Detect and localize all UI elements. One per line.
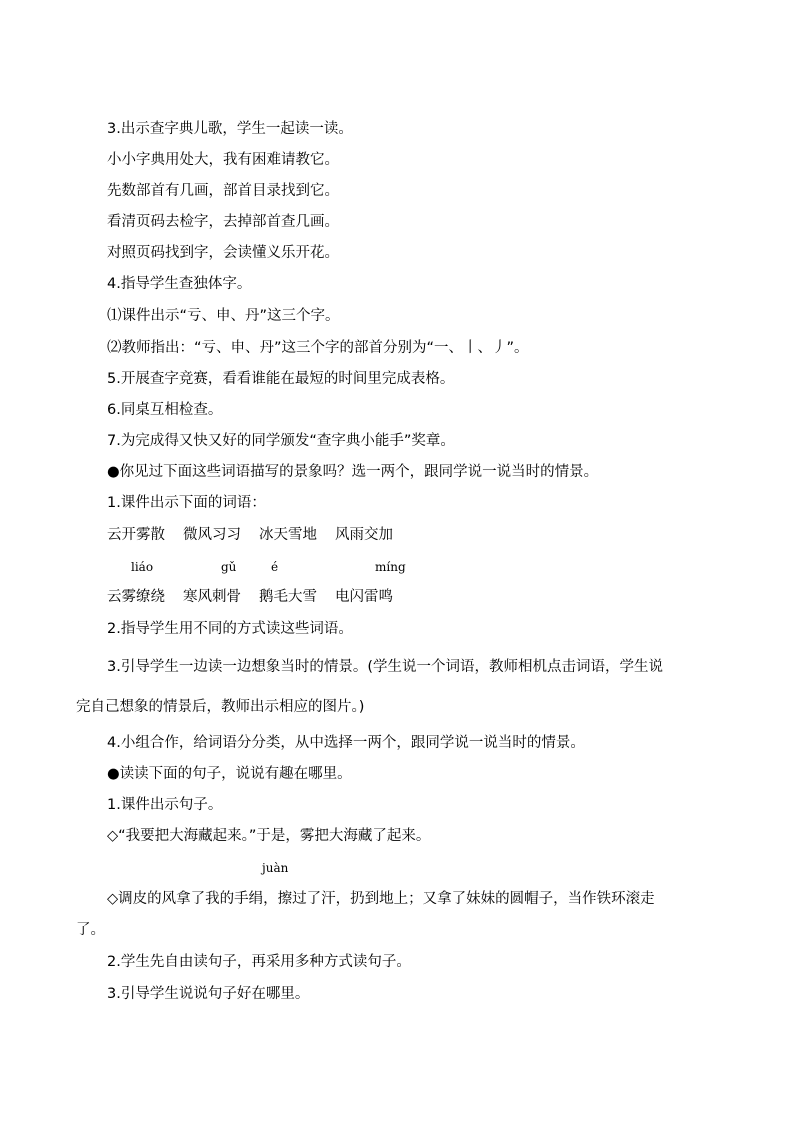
- pinyin-gu: gǔ: [221, 560, 237, 574]
- sentence-2-line-1: ◇调皮的风拿了我的手绢，擦过了汗，扔到地上；又拿了妹妹的圆帽子，当作铁环滚走: [107, 891, 655, 907]
- sentences-step-1: 1.课件出示句子。: [107, 797, 223, 813]
- sentences-step-3: 3.引导学生说说句子好在哪里。: [107, 986, 310, 1002]
- words-step-4: 4.小组合作，给词语分分类，从中选择一两个，跟同学说一说当时的情景。: [107, 735, 585, 751]
- section-sentences-heading: ●读读下面的句子，说说有趣在哪里。: [107, 766, 352, 782]
- pinyin-ming: míng: [375, 560, 406, 574]
- pinyin-e: é: [271, 560, 279, 574]
- word-item: 云雾缭绕: [107, 589, 165, 605]
- step-4-sub-2: ⑵教师指出：“亏、申、丹”这三个字的部首分别为“一、丨、丿”。: [107, 340, 529, 356]
- word-item: 寒风刺骨: [183, 589, 241, 605]
- step-5: 5.开展查字竞赛，看看谁能在最短的时间里完成表格。: [107, 371, 455, 387]
- sentences-step-2: 2.学生先自由读句子，再采用多种方式读句子。: [107, 954, 411, 970]
- word-list-row-2: [107, 587, 411, 607]
- pinyin-liao: liáo: [131, 560, 154, 574]
- step-7: 7.为完成得又快又好的同学颁发“查字典小能手”奖章。: [107, 433, 455, 449]
- rhyme-line-4: 对照页码找到字，会读懂义乐开花。: [107, 245, 339, 261]
- step-6: 6.同桌互相检查。: [107, 402, 223, 418]
- word-item: 云开雾散: [107, 527, 165, 543]
- rhyme-line-1: 小小字典用处大，我有困难请教它。: [107, 152, 339, 168]
- words-step-3-line-1: 3.引导学生一边读一边想象当时的情景。(学生说一个词语，教师相机点击词语，学生说: [107, 659, 663, 675]
- step-4-heading: 4.指导学生查独体字。: [107, 276, 252, 292]
- step-4-sub-1: ⑴课件出示“亏、申、丹”这三个字。: [107, 308, 340, 324]
- words-step-2: 2.指导学生用不同的方式读这些词语。: [107, 621, 353, 637]
- word-item: 冰天雪地: [259, 527, 317, 543]
- words-step-1: 1.课件出示下面的词语：: [107, 495, 266, 511]
- section-words-heading: ●你见过下面这些词语描写的景象吗？选一两个，跟同学说一说当时的情景。: [107, 464, 599, 480]
- word-item: 鹅毛大雪: [259, 589, 317, 605]
- sentence-1: ◇“我要把大海藏起来。”于是，雾把大海藏了起来。: [107, 828, 431, 844]
- word-item: 电闪雷鸣: [335, 589, 393, 605]
- step-3-show-rhyme: 3.出示查字典儿歌，学生一起读一读。: [107, 121, 353, 137]
- word-list-row-1: [107, 525, 411, 545]
- pinyin-juan: juàn: [262, 861, 289, 875]
- sentence-2-line-2: 了。: [76, 922, 105, 938]
- rhyme-line-3: 看清页码去检字，去掉部首查几画。: [107, 214, 339, 230]
- words-step-3-line-2: 完自己想象的情景后，教师出示相应的图片。): [76, 699, 365, 715]
- rhyme-line-2: 先数部首有几画，部首目录找到它。: [107, 183, 339, 199]
- word-item: 微风习习: [183, 527, 241, 543]
- word-item: 风雨交加: [335, 527, 393, 543]
